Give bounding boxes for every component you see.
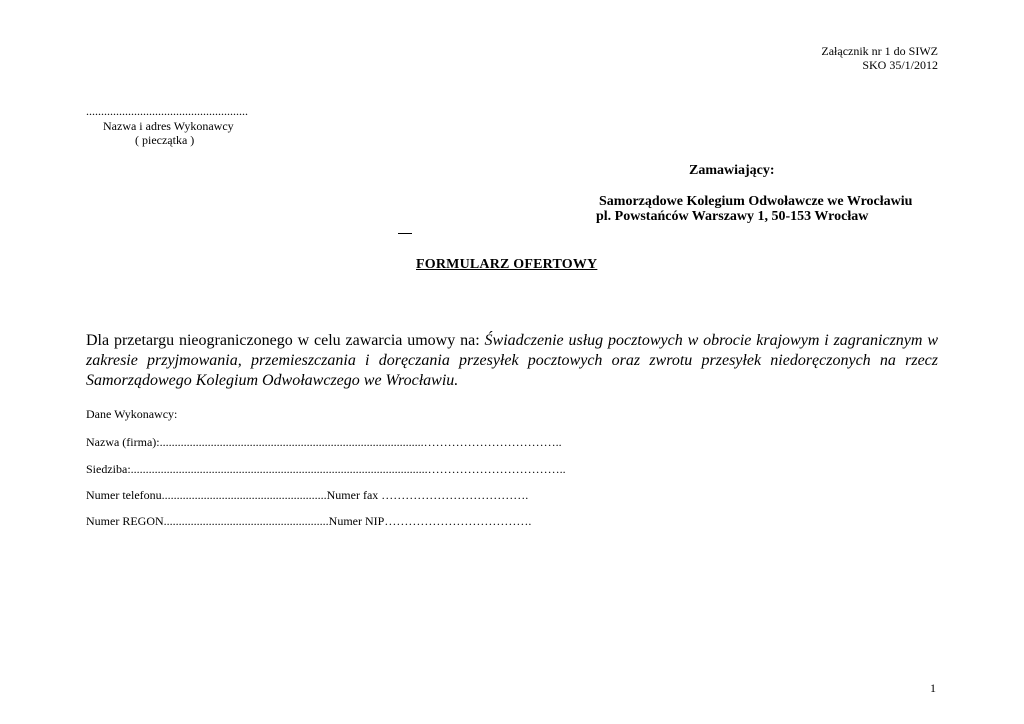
form-title: FORMULARZ OFERTOWY	[416, 257, 598, 272]
regon-nip-field: Numer REGON.......................................................Numer NIP……………………………….	[86, 514, 532, 528]
reference-number: SKO 35/1/2012	[862, 58, 938, 72]
tender-subject: Świadczenie usług pocztowych w obrocie krajowym i zagranicznym w zakresie przyjmowania, przemieszczania i doręczania przesyłek pocztowych oraz zwrotu przesyłek niedoręczonych na rzecz Samorządowego Kolegium Odwoławczego we Wrocławiu.	[86, 332, 938, 389]
tender-description	[86, 331, 938, 391]
employer-address: pl. Powstańców Warszawy 1, 50-153 Wrocław	[596, 209, 869, 224]
contractor-name-address-label: Nazwa i adres Wykonawcy	[103, 119, 234, 133]
contractor-signature-dots: ......................................................	[86, 104, 248, 118]
company-seat-field: Siedziba:...................................................................................................……………………………..	[86, 462, 566, 476]
contractor-stamp-label: ( pieczątka )	[135, 133, 195, 147]
page-number: 1	[930, 681, 936, 695]
attachment-number: Załącznik nr 1 do SIWZ	[821, 44, 938, 58]
contractor-data-heading: Dane Wykonawcy:	[86, 407, 178, 421]
employer-heading: Zamawiający:	[689, 163, 775, 178]
tender-intro: Dla przetargu nieograniczonego w celu zawarcia umowy na:	[86, 332, 485, 349]
phone-fax-field: Numer telefonu.......................................................Numer fax ……………………………….	[86, 488, 529, 502]
employer-name: Samorządowe Kolegium Odwoławcze we Wrocławiu	[599, 194, 913, 209]
dash-divider	[398, 233, 412, 234]
company-name-field: Nazwa (firma):........................................................................................……………………………..	[86, 435, 562, 449]
